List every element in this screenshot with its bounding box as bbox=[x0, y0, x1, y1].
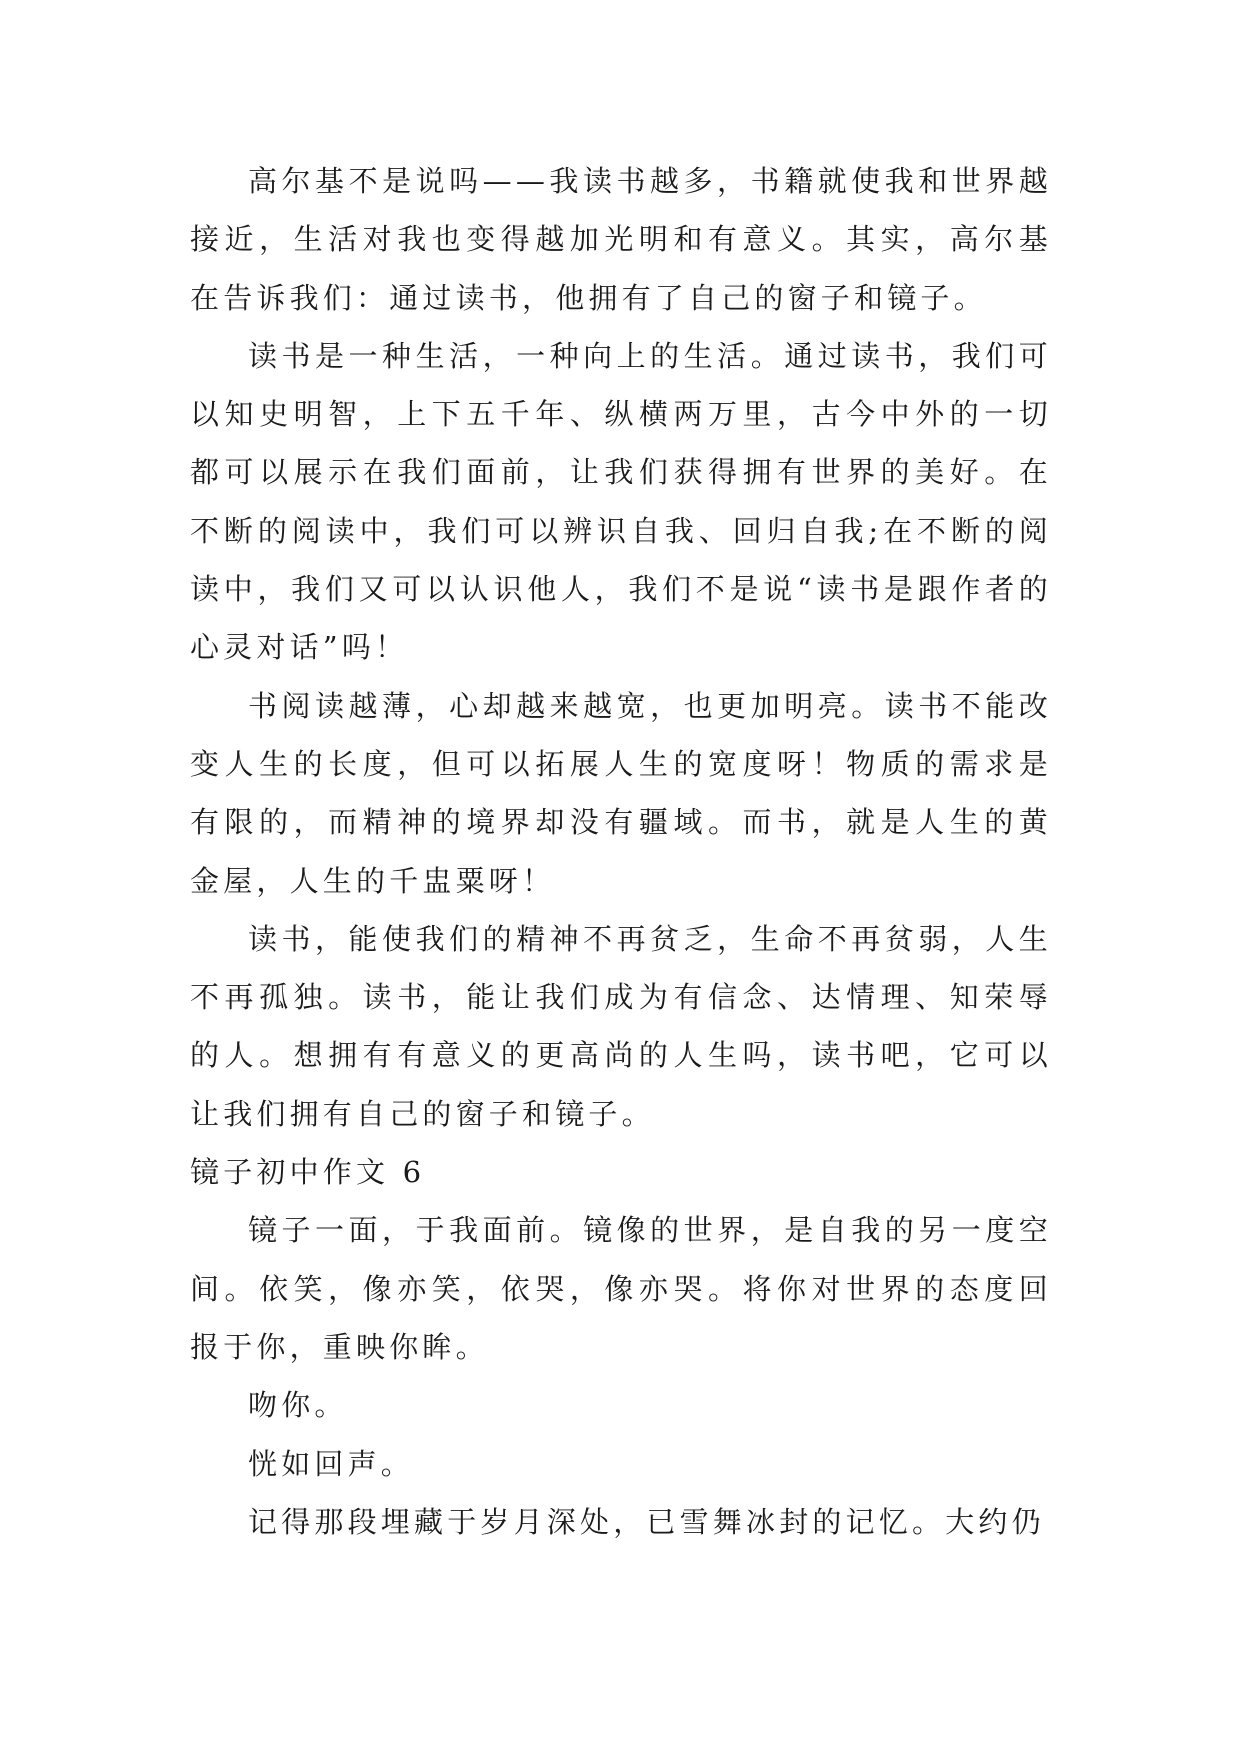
paragraph-reading-thin: 书阅读越薄，心却越来越宽，也更加明亮。读书不能改变人生的长度，但可以拓展人生的宽度呀！物质的需求是有限的，而精神的境界却没有疆域。而书，就是人生的黄金屋，人生的千盅粟呀！ bbox=[190, 688, 1052, 898]
paragraph-kiss: 吻你。 bbox=[248, 1388, 348, 1423]
paragraph-mirror: 镜子一面，于我面前。镜像的世界，是自我的另一度空间。依笑，像亦笑，依哭，像亦哭。将你对世界的态度回报于你，重映你眸。 bbox=[190, 1213, 1052, 1364]
paragraph-gorky-quote: 高尔基不是说吗——我读书越多，书籍就使我和世界越接近，生活对我也变得越加光明和有意义。其实，高尔基在告诉我们：通过读书，他拥有了自己的窗子和镜子。 bbox=[190, 164, 1052, 315]
paragraph-reading-life: 读书是一种生活，一种向上的生活。通过读书，我们可以知史明智，上下五千年、纵横两万里，古今中外的一切都可以展示在我们面前，让我们获得拥有世界的美好。在不断的阅读中，我们可以辨识自我、回归自我;在不断的阅读中，我们又可以认识他人，我们不是说“读书是跟作者的心灵对话”吗！ bbox=[190, 338, 1052, 665]
document-body bbox=[190, 152, 1052, 1551]
paragraph-reading-spirit: 读书，能使我们的精神不再贫乏，生命不再贫弱，人生不再孤独。读书，能让我们成为有信念、达情理、知荣辱的人。想拥有有意义的更高尚的人生吗，读书吧，它可以让我们拥有自己的窗子和镜子。 bbox=[190, 921, 1052, 1131]
essay-heading: 镜子初中作文 6 bbox=[190, 1155, 426, 1190]
paragraph-memory: 记得那段埋藏于岁月深处，已雪舞冰封的记忆。大约仍 bbox=[248, 1504, 1045, 1539]
paragraph-echo: 恍如回声。 bbox=[248, 1446, 415, 1481]
